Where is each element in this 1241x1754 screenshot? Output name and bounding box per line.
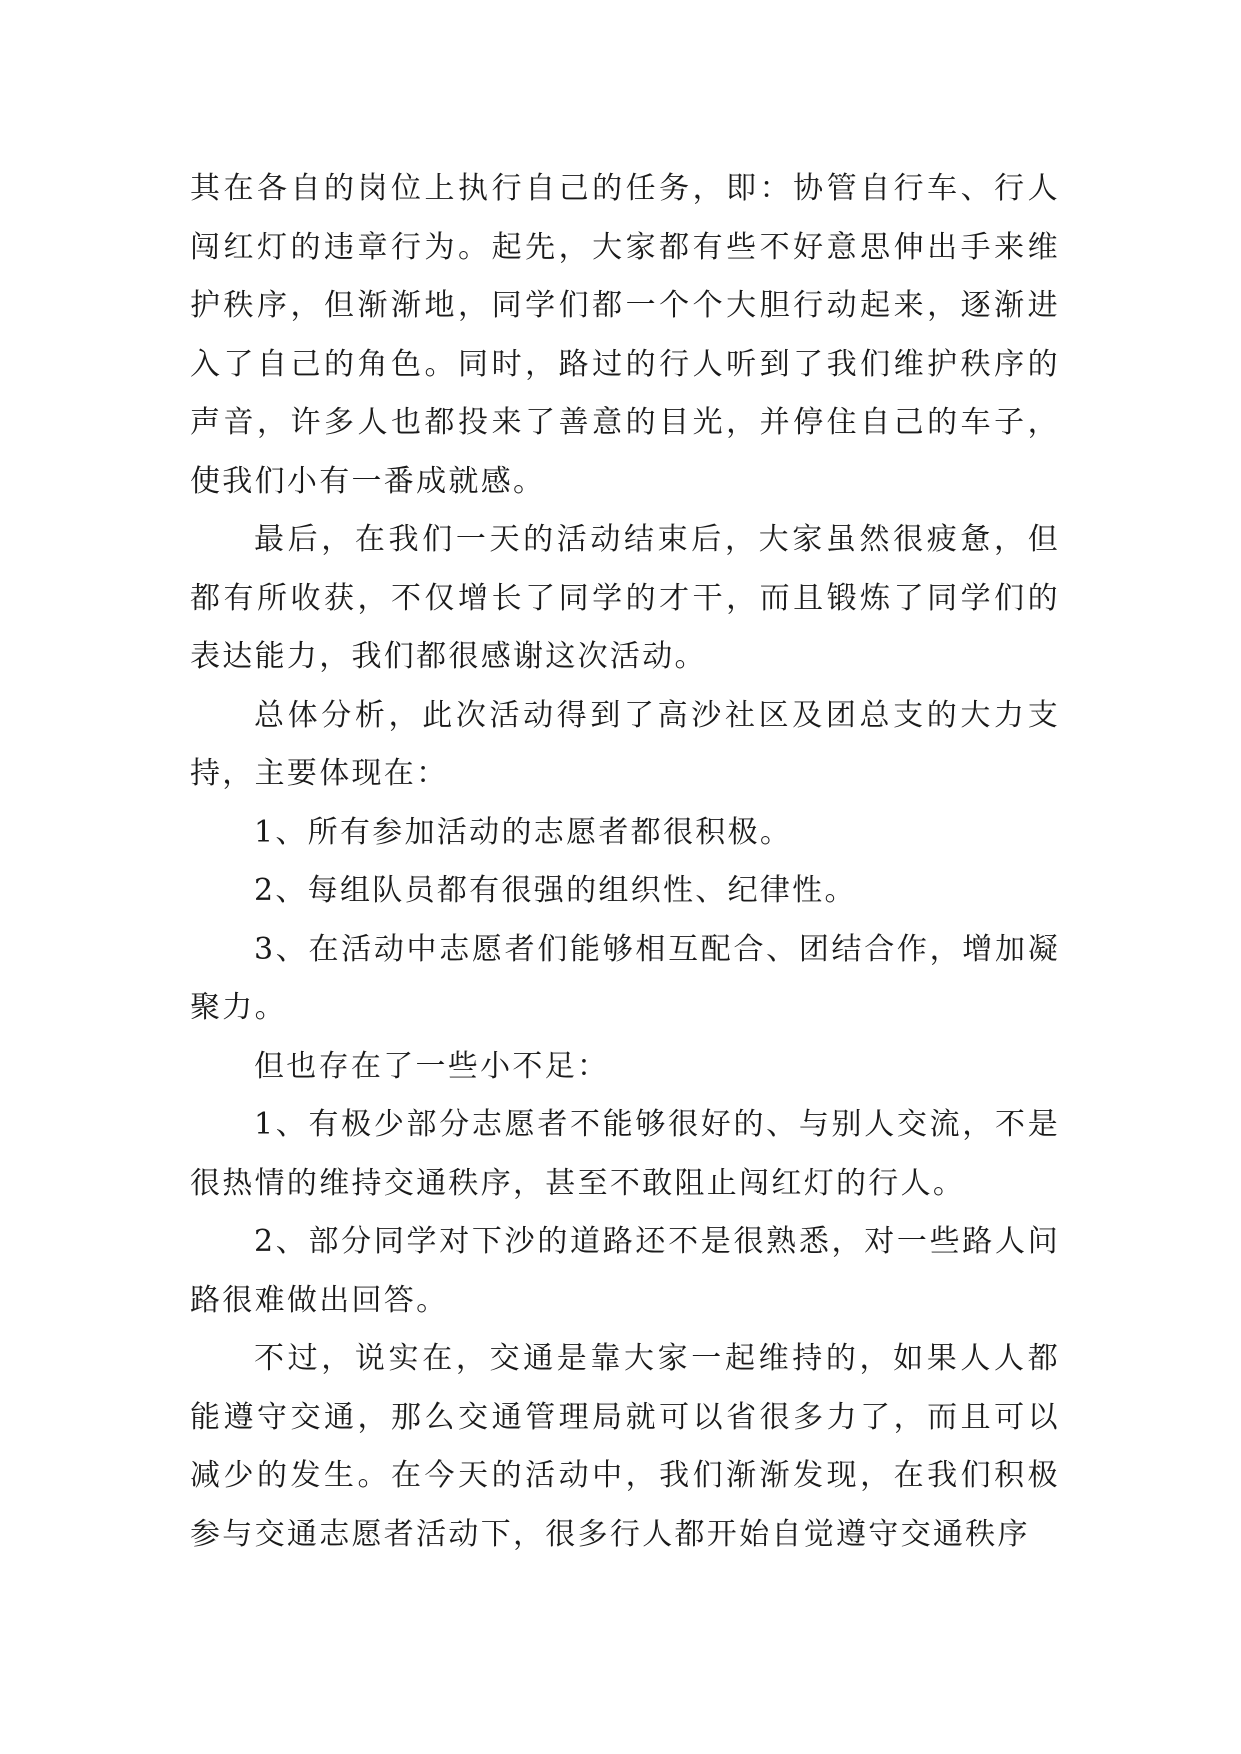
document-body	[190, 160, 1060, 1564]
shortcoming-item-2: 2、部分同学对下沙的道路还不是很熟悉，对一些路人问路很难做出回答。	[190, 1224, 1060, 1318]
paragraph-3: 总体分析，此次活动得到了高沙社区及团总支的大力支持，主要体现在：	[190, 697, 1060, 791]
shortcoming-item-1: 1、有极少部分志愿者不能够很好的、与别人交流，不是很热情的维持交通秩序，甚至不敢阻止闯红灯的行人。	[190, 1107, 1060, 1201]
paragraph-4: 但也存在了一些小不足：	[254, 1048, 610, 1084]
paragraph-2: 最后，在我们一天的活动结束后，大家虽然很疲惫，但都有所收获，不仅增长了同学的才干，而且锻炼了同学们的表达能力，我们都很感谢这次活动。	[190, 522, 1060, 674]
list-item-1: 1、所有参加活动的志愿者都很积极。	[254, 814, 793, 850]
list-item-2: 2、每组队员都有很强的组织性、纪律性。	[254, 873, 857, 908]
list-item-3: 3、在活动中志愿者们能够相互配合、团结合作，增加凝聚力。	[190, 931, 1060, 1025]
paragraph-5: 不过，说实在，交通是靠大家一起维持的，如果人人都能遵守交通，那么交通管理局就可以省很多力了，而且可以减少的发生。在今天的活动中，我们渐渐发现，在我们积极参与交通志愿者活动下，很多行人都开始自觉遵守交通秩序	[190, 1341, 1060, 1552]
paragraph-1: 其在各自的岗位上执行自己的任务，即：协管自行车、行人闯红灯的违章行为。起先，大家都有些不好意思伸出手来维护秩序，但渐渐地，同学们都一个个大胆行动起来，逐渐进入了自己的角色。同时，路过的行人听到了我们维护秩序的声音，许多人也都投来了善意的目光，并停住自己的车子，使我们小有一番成就感。	[190, 171, 1060, 499]
